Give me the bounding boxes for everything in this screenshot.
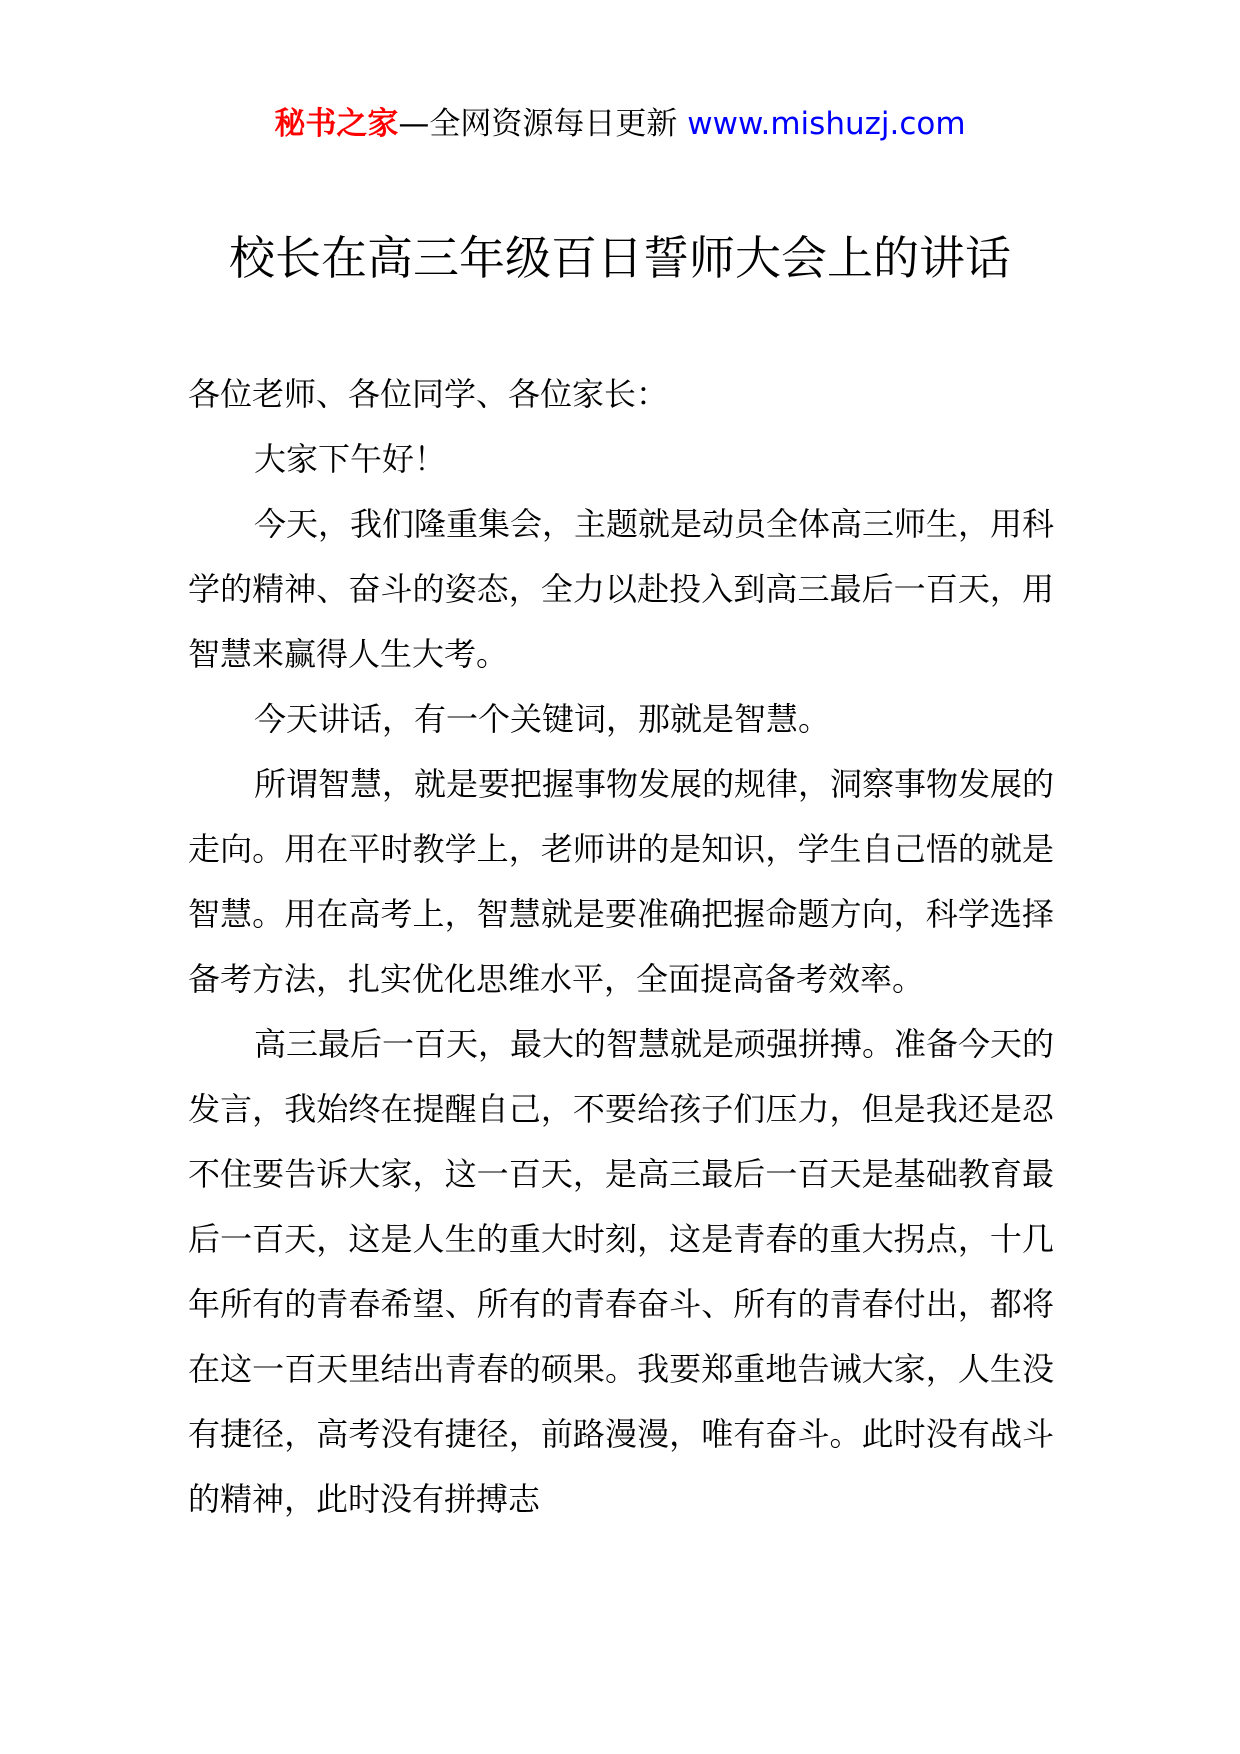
- paragraph-keyword: 今天讲话，有一个关键词，那就是智慧。: [254, 700, 831, 738]
- document-title: 校长在高三年级百日誓师大会上的讲话: [229, 231, 1011, 285]
- paragraph-final-hundred-days: 高三最后一百天，最大的智慧就是顽强拼搏。准备今天的发言，我始终在提醒自己，不要给孩子们压力，但是我还是忍不住要告诉大家，这一百天，是高三最后一百天是基础教育最后一百天，这是人生的重大时刻，这是青春的重大拐点，十几年所有的青春希望、所有的青春奋斗、所有的青春付出，都将在这一百天里结出青春的硕果。我要郑重地告诫大家，人生没有捷径，高考没有捷径，前路漫漫，唯有奋斗。此时没有战斗的精神，此时没有拼搏志: [188, 1025, 1055, 1518]
- paragraph-theme: 今天，我们隆重集会，主题就是动员全体高三师生，用科学的精神、奋斗的姿态，全力以赴投入到高三最后一百天，用智慧来赢得人生大考。: [188, 505, 1055, 673]
- document-body: [188, 362, 1054, 1532]
- paragraph-greeting: 大家下午好！: [254, 440, 447, 478]
- paragraph-wisdom-definition: 所谓智慧，就是要把握事物发展的规律，洞察事物发展的走向。用在平时教学上，老师讲的是知识，学生自己悟的就是智慧。用在高考上，智慧就是要准确把握命题方向，科学选择备考方法，扎实优化思维水平，全面提高备考效率。: [188, 765, 1055, 998]
- site-url-link[interactable]: www.mishuzj.com: [687, 106, 966, 142]
- site-header: [0, 102, 1240, 146]
- brand-name: 秘书之家: [274, 106, 399, 142]
- salutation: 各位老师、各位同学、各位家长：: [188, 375, 669, 413]
- header-tagline: —全网资源每日更新: [398, 106, 678, 142]
